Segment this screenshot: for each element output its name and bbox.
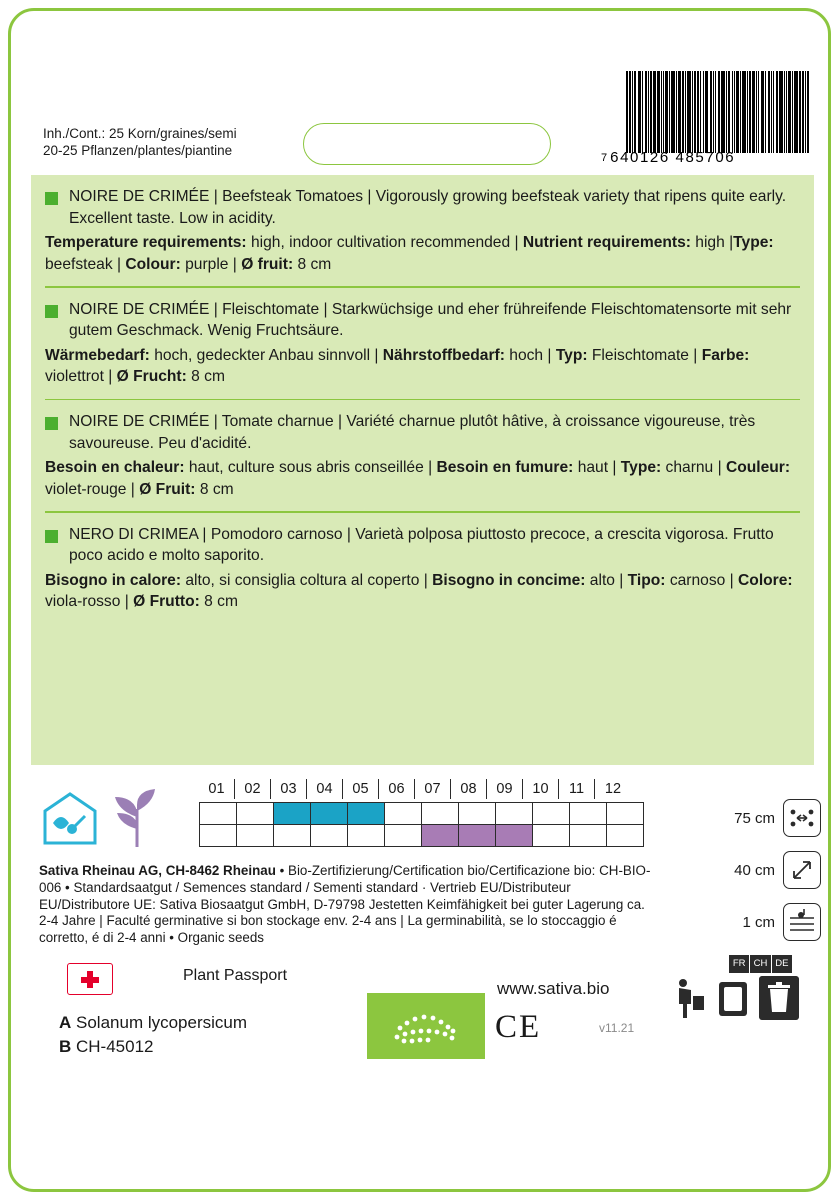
calendar-cell <box>237 825 274 847</box>
passport-a-label: A <box>59 1013 72 1032</box>
bullet-square-icon <box>45 530 58 543</box>
fact-value: 8 cm <box>293 255 332 273</box>
barcode-lead-digit: 7 <box>601 152 608 164</box>
fact-value: Fleischtomate | <box>587 346 702 364</box>
language-tag: DE <box>772 955 792 973</box>
fact-label: Nutrient requirements: <box>522 234 691 251</box>
fact-value: hoch | <box>504 346 556 364</box>
fact-value: 8 cm <box>199 593 238 610</box>
bullet-square-icon <box>45 305 58 318</box>
waste-bin-icon <box>759 976 799 1020</box>
calendar-month-label: 08 <box>451 779 487 799</box>
calendar-cell <box>274 803 311 825</box>
calendar-month-label: 09 <box>487 779 523 799</box>
barcode-number <box>601 149 816 166</box>
plant-passport-title: Plant Passport <box>183 967 288 984</box>
description-section-it <box>31 513 814 624</box>
description-section-en <box>31 175 814 286</box>
greenhouse-icon <box>41 789 99 847</box>
calendar-cell <box>496 803 533 825</box>
fact-value: 8 cm <box>186 368 225 385</box>
calendar-cell <box>607 803 644 825</box>
fact-label: Temperature requirements: <box>45 234 247 251</box>
calendar-row-harvest <box>200 825 644 847</box>
calendar-month-label: 01 <box>199 779 235 799</box>
calendar-month-label: 11 <box>559 779 595 799</box>
fact-value: viola-rosso | <box>45 593 134 610</box>
calendar-cell <box>496 825 533 847</box>
language-tag: FR <box>729 955 749 973</box>
fact-value: alto, si consiglia coltura al coperto | <box>181 571 433 589</box>
fact-label: Type: <box>733 234 774 251</box>
calendar-cell <box>200 803 237 825</box>
content-quantity-line1: Inh./Cont.: 25 Korn/graines/semi <box>43 126 237 141</box>
plant-icon <box>107 787 167 849</box>
passport-b-label: B <box>59 1037 72 1056</box>
calendar-cell <box>459 803 496 825</box>
fact-label: Ø Frucht: <box>116 368 187 385</box>
fact-label: Bisogno in calore: <box>45 571 182 589</box>
barcode-main-digits: 640126 485706 <box>610 149 736 166</box>
fact-value: violettrot | <box>45 368 117 385</box>
spacing-row <box>701 799 821 837</box>
language-tag: CH <box>750 955 770 973</box>
fact-label: Ø Fruit: <box>139 480 196 498</box>
calendar-cell <box>200 825 237 847</box>
fact-value: beefsteak | <box>45 255 126 273</box>
fact-value: haut | <box>573 459 621 476</box>
passport-row-b <box>59 1035 247 1059</box>
calendar-month-label: 06 <box>379 779 415 799</box>
calendar-cell <box>385 803 422 825</box>
fact-value: hoch, gedeckter Anbau sinnvoll | <box>149 346 383 364</box>
eu-organic-leaf-icon <box>367 993 485 1059</box>
company-info <box>39 863 653 947</box>
calendar-row-sowing <box>200 803 644 825</box>
calendar-cell <box>570 803 607 825</box>
fact-label: Ø fruit: <box>241 255 294 273</box>
fact-label: Nährstoffbedarf: <box>382 346 505 364</box>
calendar-cell <box>274 825 311 847</box>
fact-value: high, indoor cultivation recommended | <box>246 234 523 251</box>
calendar-cell <box>237 803 274 825</box>
calendar-month-label: 10 <box>523 779 559 799</box>
bullet-square-icon <box>45 417 58 430</box>
description-facts <box>45 454 800 511</box>
sowing-depth-icon <box>783 903 821 941</box>
fact-value: charnu | <box>661 459 726 476</box>
calendar-cell <box>348 803 385 825</box>
calendar-month-label: 04 <box>307 779 343 799</box>
language-flags <box>729 955 793 973</box>
description-section-de <box>31 288 814 399</box>
description-heading: NERO DI CRIMEA | Pomodoro carnoso | Varietà polposa piuttosto precoce, a crescita vigorosa. Frutto poco acido e molto saporito. <box>45 513 800 567</box>
description-heading: NOIRE DE CRIMÉE | Fleischtomate | Starkwüchsige und eher frühreifende Fleischtomatensorte mit sehr gutem Geschmack. Wenig Fruchtsäure. <box>45 288 800 342</box>
calendar-months-header <box>199 779 644 799</box>
spacing-label: 75 cm <box>734 809 775 827</box>
fact-label: Colour: <box>125 255 181 273</box>
fact-label: Wärmebedarf: <box>45 346 150 364</box>
ce-mark-icon: CE <box>495 1009 542 1045</box>
description-panel <box>31 175 814 765</box>
content-quantity-line2: 20-25 Pflanzen/plantes/piantine <box>43 143 233 158</box>
calendar-month-label: 02 <box>235 779 271 799</box>
description-facts <box>45 229 800 286</box>
calendar-cell <box>459 825 496 847</box>
top-info-area <box>11 11 828 171</box>
passport-row-a <box>59 1011 247 1035</box>
calendar-month-label: 05 <box>343 779 379 799</box>
fact-label: Tipo: <box>627 571 666 589</box>
description-section-fr <box>31 400 814 511</box>
barcode-icon <box>626 71 812 153</box>
calendar-month-label: 07 <box>415 779 451 799</box>
calendar-grid <box>199 802 644 847</box>
calendar-cell <box>422 825 459 847</box>
fact-label: Couleur: <box>725 459 791 476</box>
website-url[interactable]: www.sativa.bio <box>497 979 610 998</box>
seed-packet-back <box>8 8 831 1192</box>
fact-value: violet-rouge | <box>45 480 140 498</box>
bottom-info-area <box>11 771 834 1191</box>
spacing-info <box>701 799 821 955</box>
description-heading: NOIRE DE CRIMÉE | Beefsteak Tomatoes | Vigorously growing beefsteak variety that ripens quite early. Excellent taste. Low in acidity. <box>45 175 800 229</box>
price-label-box <box>303 123 551 165</box>
description-facts <box>45 567 800 624</box>
fact-label: Besoin en chaleur: <box>45 459 185 476</box>
fact-value: carnoso | <box>665 571 739 589</box>
description-facts <box>45 342 800 399</box>
sowing-calendar <box>199 779 644 847</box>
spacing-label: 40 cm <box>734 861 775 879</box>
calendar-month-label: 03 <box>271 779 307 799</box>
version-label: v11.21 <box>599 1021 635 1035</box>
calendar-cell <box>607 825 644 847</box>
fact-label: Ø Frutto: <box>133 593 200 610</box>
calendar-cell <box>385 825 422 847</box>
calendar-cell <box>533 803 570 825</box>
passport-a-value: Solanum lycopersicum <box>71 1013 248 1032</box>
disposal-pictograms <box>667 975 797 1021</box>
calendar-cell <box>311 825 348 847</box>
calendar-cell <box>422 803 459 825</box>
row-spacing-icon <box>783 799 821 837</box>
no-littering-icon <box>667 976 707 1020</box>
company-name: Sativa Rheinau AG, CH-8462 Rheinau <box>39 863 276 878</box>
content-quantity <box>43 125 237 159</box>
fact-value: high | <box>690 234 734 251</box>
fact-label: Besoin en fumure: <box>436 459 574 476</box>
fact-label: Farbe: <box>701 346 750 364</box>
spacing-row <box>701 851 821 889</box>
fact-value: haut, culture sous abris conseillée | <box>184 459 437 476</box>
fact-value: purple | <box>180 255 242 273</box>
paper-recycle-icon <box>713 976 753 1020</box>
calendar-cell <box>533 825 570 847</box>
fact-label: Type: <box>620 459 662 476</box>
description-heading: NOIRE DE CRIMÉE | Tomate charnue | Variété charnue plutôt hâtive, à croissance vigoureuse, très savoureuse. Peu d'acidité. <box>45 400 800 454</box>
plant-passport-details <box>59 1011 247 1059</box>
calendar-cell <box>570 825 607 847</box>
fact-label: Colore: <box>738 571 793 589</box>
calendar-month-label: 12 <box>604 781 622 797</box>
calendar-cell <box>311 803 348 825</box>
calendar-cell <box>348 825 385 847</box>
spacing-label: 1 cm <box>742 913 775 931</box>
passport-b-value: CH-45012 <box>71 1037 154 1056</box>
fact-label: Bisogno in concime: <box>432 571 586 589</box>
swiss-cross-icon <box>67 963 113 995</box>
fact-value: alto | <box>585 571 628 589</box>
plant-spacing-icon <box>783 851 821 889</box>
fact-value: 8 cm <box>195 480 234 498</box>
spacing-row <box>701 903 821 941</box>
company-details: • Bio-Zertifizierung/Certification bio/Certificazione bio: CH-BIO-006 • Standardsaatgut / Semences standard / Sementi standard · Vertrieb EU/Distributeur EU/Distributore UE: Sativa Biosaatgut GmbH, D-79798 Jestetten Keimfähigkeit bei guter Lagerung ca. 2-4 Jahre | Faculté germinative si bon stockage env. 2-4 ans | La germinabilità, se lo stoccaggio é corretto, é di 2-4 anni • Organic seeds <box>39 863 651 946</box>
bullet-square-icon <box>45 192 58 205</box>
fact-label: Typ: <box>555 346 588 364</box>
